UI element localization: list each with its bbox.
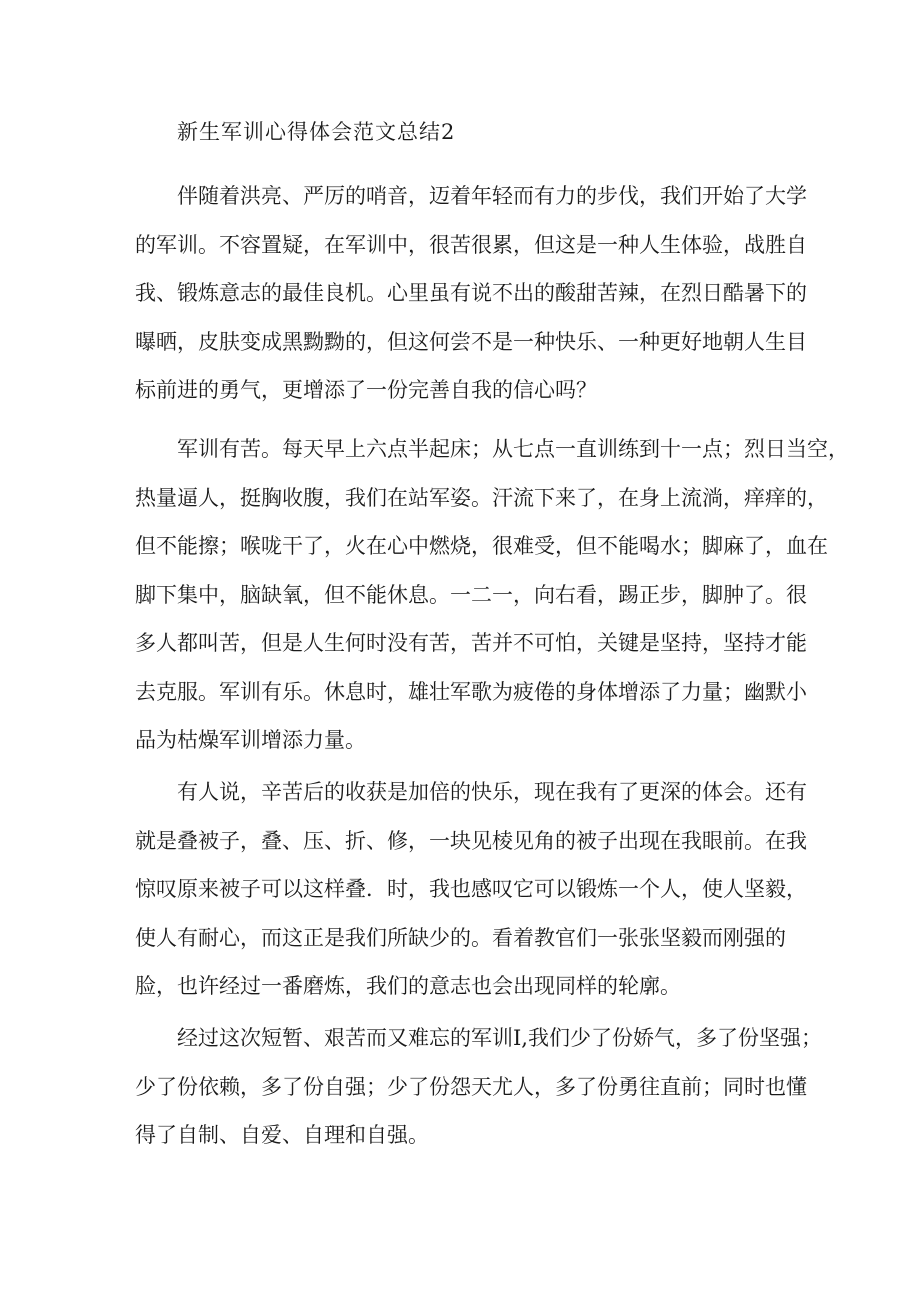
paragraph-line: 得了自制、自爱、自理和自强。	[135, 1123, 429, 1147]
paragraph-1	[135, 172, 807, 415]
paragraph-line: 多人都叫苦，但是人生何时没有苦，苦并不可怕，关键是坚持，坚持才能	[135, 631, 807, 655]
paragraph-line: 军训有苦。每天早上六点半起床；从七点一直训练到十一点；烈日当空，	[177, 437, 849, 461]
paragraph-line: 少了份依赖，多了份自强；少了份怨天尤人，多了份勇往直前；同时也懂	[135, 1074, 807, 1099]
paragraph-line: 有人说，辛苦后的收获是加倍的快乐，现在我有了更深的体会。还有	[177, 780, 807, 804]
paragraph-line: 惊叹原来被子可以这样叠．时，我也感叹它可以锻炼一个人，使人坚毅，	[135, 877, 807, 901]
paragraph-line: 就是叠被子，叠、压、折、修，一块见棱见角的被子出现在我眼前。在我	[135, 828, 807, 853]
paragraph-line: 标前进的勇气，更增添了一份完善自我的信心吗？	[135, 378, 597, 402]
paragraph-line: 的军训。不容置疑，在军训中，很苦很累，但这是一种人生体验，战胜自	[135, 232, 807, 257]
paragraph-line: 使人有耐心，而这正是我们所缺少的。看着教官们一张张坚毅而刚强的	[135, 925, 786, 950]
paragraph-3	[135, 768, 807, 1011]
paragraph-line: 去克服。军训有乐。休息时，雄壮军歌为疲倦的身体增添了力量；幽默小	[135, 679, 807, 704]
paragraph-line: 伴随着洪亮、严厉的哨音，迈着年轻而有力的步伐，我们开始了大学	[177, 184, 807, 208]
paragraph-line: 经过这次短暂、艰苦而又难忘的军训I,我们少了份娇气，多了份坚强；	[177, 1026, 822, 1050]
paragraph-line: 曝晒，皮肤变成黑黝黝的，但这何尝不是一种快乐、一种更好地朝人生目	[135, 329, 807, 354]
paragraph-line: 脚下集中，脑缺氧，但不能休息。一二一，向右看，踢正步，脚肿了。很	[135, 582, 807, 607]
paragraph-line: 我、锻炼意志的最佳良机。心里虽有说不出的酸甜苦辣，在烈日酷暑下的	[135, 281, 807, 305]
paragraph-line: 脸，也许经过一番磨炼，我们的意志也会出现同样的轮廓。	[135, 974, 681, 998]
document-title: 新生军训心得体会范文总结2	[177, 120, 456, 144]
paragraph-line: 但不能擦；喉咙干了，火在心中燃烧，很难受，但不能喝水；脚麻了，血在	[135, 534, 828, 558]
paragraph-line: 热量逼人，挺胸收腹，我们在站军姿。汗流下来了，在身上流淌，痒痒的，	[135, 485, 828, 510]
paragraph-2	[135, 425, 849, 765]
paragraph-line: 品为枯燥军训增添力量。	[135, 728, 366, 752]
paragraph-4	[135, 1014, 822, 1160]
